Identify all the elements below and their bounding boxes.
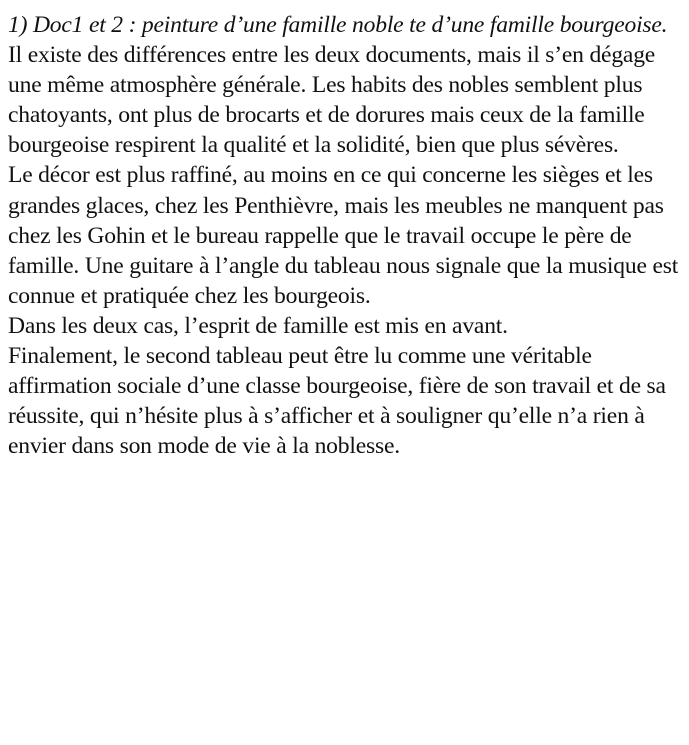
- section-heading: 1) Doc1 et 2 : peinture d’une famille noble te d’une famille bourgeoise.: [8, 12, 668, 38]
- document-page: [8, 10, 683, 461]
- paragraph-family-spirit: Dans les deux cas, l’esprit de famille est mis en avant.: [8, 312, 508, 339]
- paragraph-conclusion: Finalement, le second tableau peut être lu comme une véritable affirmation sociale d’une classe bourgeoise, fière de son travail et de sa réussite, qui n’hésite plus à s’afficher et à souligner qu’elle n’a rien à envier dans son mode de vie à la noblesse.: [8, 343, 666, 460]
- paragraph-clothing: Il existe des différences entre les deux documents, mais il s’en dégage une même atmosphère générale. Les habits des nobles semblent plus chatoyants, ont plus de brocarts et de dorures mais ceux de la famille bourgeoise respirent la qualité et la solidité, bien que plus sévères.: [8, 42, 656, 159]
- paragraph-decor: Le décor est plus raffiné, au moins en ce qui concerne les sièges et les grandes glaces, chez les Penthièvre, mais les meubles ne manquent pas chez les Gohin et le bureau rappelle que le travail occupe le père de famille. Une guitare à l’angle du tableau nous signale que la musique est connue et pratiquée chez les bourgeois.: [8, 162, 679, 309]
